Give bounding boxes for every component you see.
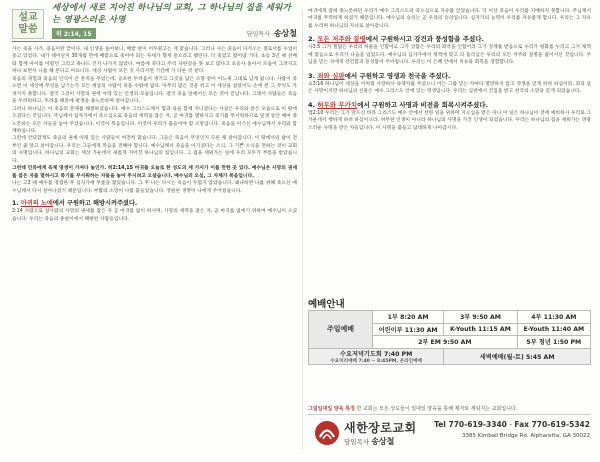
sermon-point-3-text: 요3:16 하나님이 세상을 이처럼 사랑하사 독생자를 주셨으니 이는 그를 믿는 자마다 멸망하지 않고 영생을 얻게 하려 하심이라. 죄의 삯은 사망이지만 하나님의 선물은 예수 그리스도 안에 있는 영생입니다. 우리는 심판에서 건짐을 받고 천국의 소망을 갖게 되었습니다. [308,81,591,95]
service-4: 4부 11:30 AM [517,311,590,324]
sermon-point-4-text: 엡2:10 우리는 그가 만드신 바라 그리스도 예수 안에서 선한 일을 위하여 지으심을 받은 자니 이 일은 하나님이 전에 예비하사 우리로 그 가운데서 행하게 하려 하심이니라. 허무한 인생이 아니라 하나님의 사명을 가진 인생이 되었습니다. 우리는 하나님의 집을 세워가는 영광스러운 사명을 받은 자들입니다. 이 사명을 붙들고 담대하게 나아갑시다. [308,110,591,131]
church-logo-icon [314,420,340,446]
sermon-title: 세상에서 새로 지어진 하나님의 교회, 그 하나님의 집을 세워가는 영광스러운 사명 [52,3,291,25]
sermon-column-right [308,8,591,132]
service-children: 어린이부 11:30 AM [373,323,444,336]
table-row [309,311,591,324]
sermon-header [12,3,297,42]
sermon-point-1: 1. 마귀의 노예에서 구원하고 해방시켜주셨다. [12,200,138,208]
service-1: 1부 8:20 AM [373,311,444,324]
table-row [309,348,591,364]
sermon-paragraph: 그러나 하나님은 이 죽음의 문제를 해결하셨습니다. 예수 그리스도께서 혈과 육을 함께 지니셨다는 사실은 우리와 같은 모습으로 이 땅에 오셨다는 것입니다. 주님께서 십자가에서 죽으심으로 죽음의 세력을 잡은 자, 곧 마귀를 멸하시고 죽기를 무서워하므로 일생 동안 매여 종노릇하는 모든 자들을 놓아 주셨습니다. 이것이 복음입니다. 이것이 우리가 붙들어야 할 소망입니다. 죽음을 이기신 예수님께서 우리와 함께하십니다. [12,106,297,134]
sermon-point-4: 4. 허무와 무가치에서 구원하고 사명과 비전을 회복시켜주셨다. [308,100,489,109]
column-divider [302,10,303,450]
sermon-point-1-text: 2:14 사람으로 참사람의 사망의 권세를 잡은 자 곧 마귀를 없이 하시며, 사망의 세력을 잡은 자, 곧 마귀를 없애기 위하여 예수님이 오셨습니다. 우리는 죽음의 종살이에서 해방된 사람들입니다. [12,209,297,222]
sermon-reference: 히 2:14, 15 [52,28,96,39]
notice-line: 그림일대일 양육 특징 한 교회는 모든 성도들이 일대일 양육을 통해 제자로 세워지는 교회입니다. [308,406,518,412]
sermon-paragraph-bold: 그런데 인류에게 육체 영생이 가져다 놓인가. 히2:14,15 마귀를 오늘로 한 성도의 세 가지가 이를 만한 곳 있다. 예수님은 사망의 권세를 잡은 자를 멸하시고 죽기를 무서워하는 자들을 놓아 주시려고 오셨습니다. 예수님의 오심, 그 자체가 복음입니다. [12,166,297,179]
service-3: 3부 9:50 AM [444,311,517,324]
church-name: 새한장로교회 [344,421,417,435]
sermon-paragraph: 사는 죽을 사가, 죽음이란 끝이다. 내 인생을 돌아보니, 배밭 앞이 어두웠고는 게 맞습니다. 그러나 사는 죽음이 다가오는 절로서를 수업이 묻고 있었다. 내가 태어난지 30개월 만에 배밭으로 죽어야 되는 자세가 향게 묻으라고 했던다. 더 죽었고 왔어냈 거다. 초등 3년 때 선배와 함께 아이를 어렸던 그리고 하나도 건지 나가지 않았다. 여름에 죽다고 주석 사한것을 못 보고 많다고 초등사 돌아서 모습이 그려지고 하나 보면서 나를 해 본다고 아프니다. 세상 사람이 모든 것 사라지면 기간에 가 다른 것 같다. [12,47,297,75]
sunday-worship-label: 주일예배 [309,311,373,349]
sermon-point-3: 3. 죄와 심판에서 구원하고 영생과 천국을 주셨다. [308,71,451,80]
sermon-pastor: 담임목사 송상철 [246,29,297,38]
service-5-young-adults: 5부 청년 1:50 PM [517,336,590,349]
sermon-paragraph: 그런데 안타깝게도 죽음의 권세 아래 있는 사람들이 여전히 많습니다. 그들은 죽음이 무엇인지 모른 채 살아갑니다. 이 땅에서의 삶이 전부인 줄 알고 살아갑니다. 우리는 그들에게 복음을 전해야 합니다. 예수님께서 죽음을 이기셨다는 소식, 그 기쁜 소식을 전하는 것이 교회의 사명입니다. 하나님의 교회는 세상 가운데서 새롭게 지어진 하나님의 집입니다. 그 집을 세워가는 일에 우리 모두가 부름을 받았습니다. [12,136,297,164]
sermon-column [12,3,297,223]
service-eyouth: E-Youth 11:40 AM [517,323,590,336]
wednesday-service: 수요저녁기도회 7:40 PM 수요미리예배 7:40 ~ 8:45PM, 온라인예배 [309,348,444,364]
service-2-em: 2부 EM 9:50 AM [373,336,518,349]
church-address: 3385 Kimball Bridge Rd. Alpharetta, GA 30022 [461,433,590,439]
footer-divider [308,414,591,415]
service-kyouth: K-Youth 11:15 AM [444,323,517,336]
church-pastor: 담임목사 송상철 [344,437,395,446]
church-fax: Fax 770-619-5342 [514,420,590,429]
sermon-point-2-text: 사3:5 그가 찔림은 우리의 허물을 인함이요 그가 상함은 우리의 죄악을 인함이라 그가 징계를 받음으로 우리가 평화를 누리고 그가 채찍에 맞음으로 우리가 나음을 입었도다. 예수님의 십자가에서 채찍에 맞고 피 흘리심은 우리의 모든 저주와 질병을 짊어지신 것입니다. 주님을 믿는 자에게 강건함과 풍성함이 주어집니다. 우리는 이 은혜 안에서 치유와 회복을 경험합니다. [308,45,591,66]
sermon-label: 설교 말씀 [12,9,44,39]
church-contact: Tel 770-619-3340 - Fax 770-619-5342 3385 Kimball Bridge Rd. Alpharetta, GA 30022 [430,420,590,439]
right-intro: 마귀에게 잡혀 종노릇하던 우리가 예수 그리스도의 죽으심으로 자유를 얻었습니다. 더 이상 죽음이 우리를 지배하지 못합니다. 주님께서 마귀를 무력하게 하셨기 때문입니다. 예수님의 승리는 곧 우리의 승리입니다. 십자가의 능력이 우리를 자유롭게 합니다. 우리는 그 자유를 누리며 하나님의 자녀로 살아갑니다. [308,9,591,29]
sermon-paragraph: 나는 고3 때 예수를 영접한 후 십자가에 무릎을 꿇었습니다. 그 후 나는 다시는 죽음이 두렵지 않았습니다. 왜냐하면 나를 위해 죽으신 예수님께서 다시 살아나셨기 때문입니다. 부활의 소망이 나를 붙들었습니다. 영원한 생명이 나에게 주어졌습니다. [12,181,297,194]
sermon-point-2: 2. 모든 저주와 질병에서 구원하시고 강건과 풍성함을 주셨다. [308,35,485,44]
sermon-body [12,46,297,195]
sermon-paragraph: 죽음의 경험과 죽음의 인식이 큰 흔적을 주었는데, 공포한 두려움이 생기고 그것을 담은 소망 같이 어느새 그대로 남게 됩니다. 사람이 죽으면 이 세상에 무엇을 남기는가 모든 세상의 사람이 죽을 수밖에 없다. 아무리 많은 것을 쥐고 이 세상을 살았어도 손에 쥔 그 무엇도 가져가지 못합니다. 결국 그것이 사망의 권세 아래 있는 인생의 모습입니다. 결국 죽음 앞에서는 모든 것이 끝납니다. 그래서 사람들은 죽음을 두려워하고, 두려움 때문에 평생을 종노릇하며 살아갑니다. [12,76,297,105]
church-tel: Tel 770-619-3340 [434,420,507,429]
worship-title: 예배안내 [308,299,345,310]
dawn-service: 새벽예배(월-토) 5:45 AM [444,348,591,364]
worship-schedule-table [308,310,591,365]
